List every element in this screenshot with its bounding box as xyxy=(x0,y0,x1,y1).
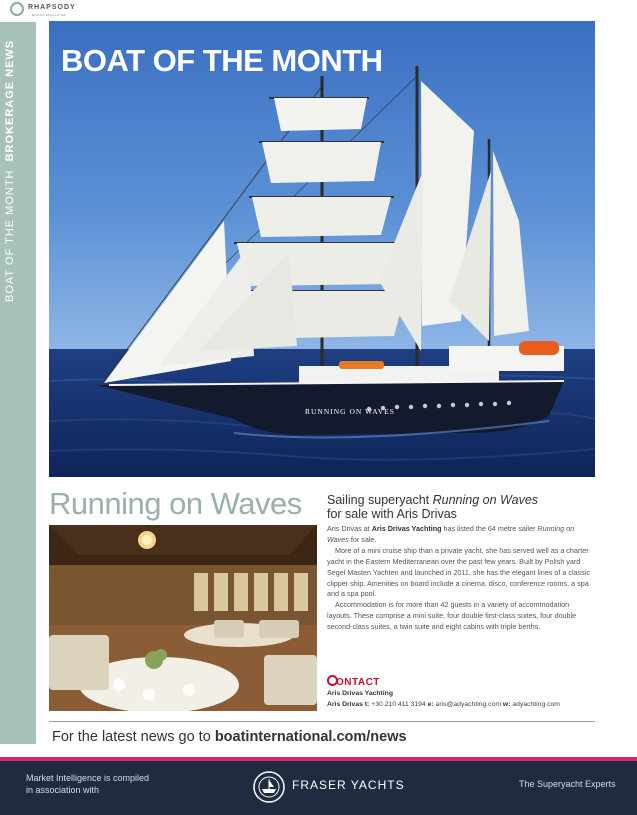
contact-company-line xyxy=(327,688,560,699)
contact-email-label: e: xyxy=(427,701,434,708)
contact-phone-label: t: xyxy=(364,701,370,708)
footer-credit xyxy=(26,772,149,796)
contact-web-label: w: xyxy=(502,701,511,708)
p1-text-c: has listed the 64 metre sailer xyxy=(441,524,538,533)
news-prefix: For the latest news go to xyxy=(52,729,215,745)
logo-tagline: BRAND MAGAZINE xyxy=(32,13,67,17)
fraser-crest-icon xyxy=(252,770,286,804)
hull-name: RUNNING ON WAVES xyxy=(305,407,395,416)
article-body xyxy=(327,524,593,633)
contact-phone[interactable]: +30 210 411 3194 xyxy=(371,701,426,708)
subhead-line2: for sale with Aris Drivas xyxy=(327,507,457,521)
footer xyxy=(0,761,637,815)
footer-line-2: in association with xyxy=(26,785,100,795)
rhapsody-logo-icon xyxy=(10,2,24,16)
paragraph-3: Accommodation is for more than 42 guests in a variety of accommodation layouts. These comprise a mini suite, four double first-class suites, four double second-class suites, a twin suite and eight cabins with triple berths. xyxy=(327,600,577,632)
logo-text: RHAPSODY xyxy=(28,4,76,11)
p1-text-e: for sale. xyxy=(348,534,377,544)
side-section-label xyxy=(4,40,16,302)
p1-text-a: Aris Drivas at xyxy=(327,524,372,533)
paragraph-2: More of a mini cruise ship than a private yacht, she has served well as a charter yacht in the Eastern Mediterranean over the past few years. Built by Polish yard Segel Masten Yachten and launched in 2011, she has the elegant lines of a classic clipper ship. Amenities on board include a cinema, disco, conference rooms, a spa and a spa pool. xyxy=(327,545,590,599)
contact-title xyxy=(327,675,560,688)
divider xyxy=(49,721,595,722)
subhead-boat-name: Running on Waves xyxy=(432,493,539,507)
sailing-yacht-illustration xyxy=(49,21,595,477)
header-logo-bar xyxy=(0,0,637,20)
hero-title: BOAT OF THE MONTH xyxy=(61,43,383,78)
footer-tagline: The Superyacht Experts xyxy=(519,779,616,789)
subhead-part1: Sailing superyacht xyxy=(327,493,433,507)
contact-website-link[interactable]: adyachting.com xyxy=(512,701,560,708)
hero-photo xyxy=(49,21,595,477)
news-line xyxy=(52,729,407,745)
footer-line-1: Market Intelligence is compiled xyxy=(26,773,150,783)
paragraph-1 xyxy=(327,524,593,546)
contact-email-link[interactable]: aris@adyachting.com xyxy=(435,701,502,708)
news-link[interactable]: boatinternational.com/news xyxy=(214,729,407,745)
contact-block xyxy=(327,675,560,710)
p1-company: Aris Drivas Yachting xyxy=(371,524,442,533)
article-subhead xyxy=(327,493,538,521)
side-strip xyxy=(0,22,36,744)
contact-title-text: ONTACT xyxy=(336,677,380,688)
side-category: BROKERAGE NEWS xyxy=(4,39,16,162)
p1-boat-name: Running on Waves xyxy=(327,524,575,544)
contact-details-line xyxy=(327,699,560,710)
contact-name: Aris Drivas xyxy=(327,701,363,708)
interior-photo xyxy=(49,525,317,711)
side-section: BOAT OF THE MONTH xyxy=(4,169,16,302)
contact-company: Aris Drivas Yachting xyxy=(327,690,393,697)
article-title: Running on Waves xyxy=(49,486,302,521)
saloon-interior-illustration xyxy=(49,525,317,711)
fraser-yachts-logo-text: FRASER YACHTS xyxy=(292,778,405,792)
